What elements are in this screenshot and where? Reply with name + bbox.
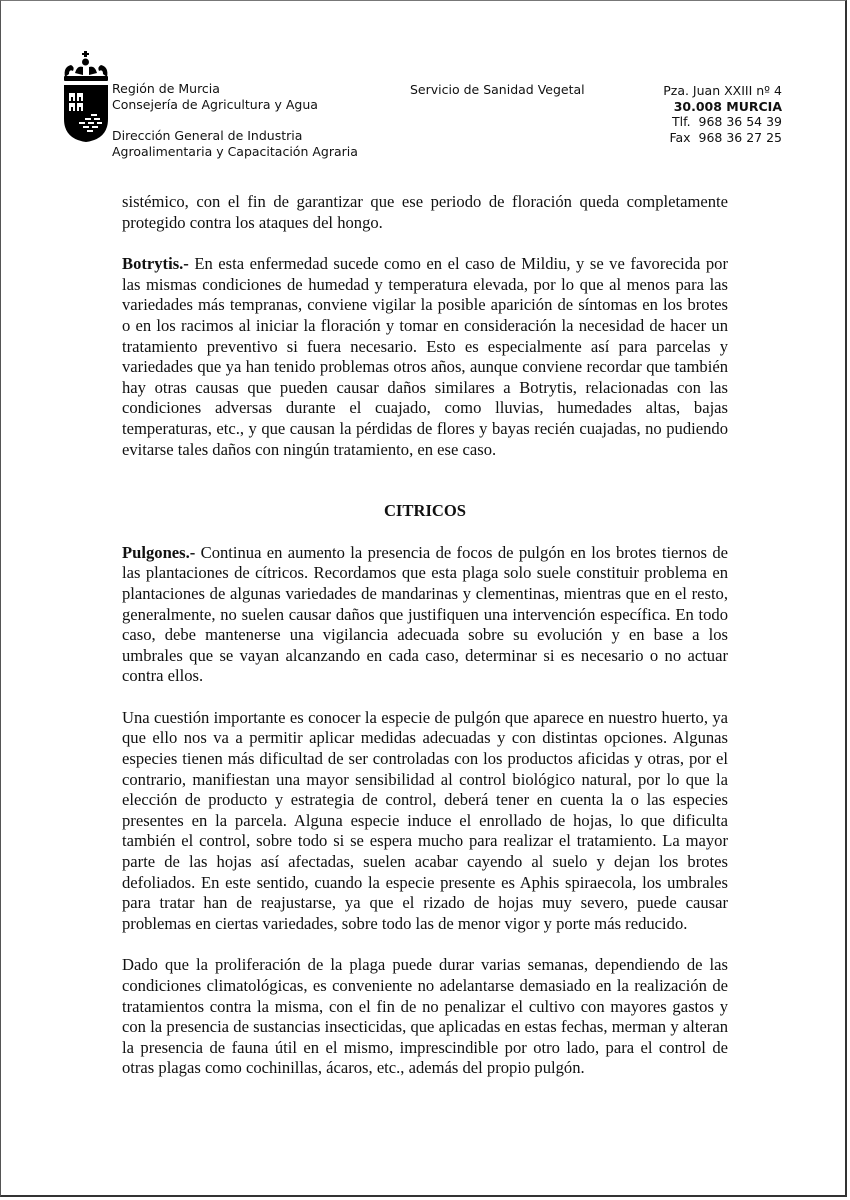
fax-number: Fax 968 36 27 25	[669, 129, 782, 145]
organization-block	[112, 81, 358, 160]
intro-paragraph: sistémico, con el fin de garantizar que ese periodo de floración queda completamente protegido contra los ataques del hongo.	[122, 192, 728, 232]
pulgones-label: Pulgones.-	[122, 542, 196, 562]
botrytis-paragraph	[122, 254, 728, 460]
address-city: 30.008 MURCIA	[673, 98, 782, 114]
org-department: Consejería de Agricultura y Agua	[112, 97, 318, 112]
pulgones-paragraph	[122, 543, 728, 687]
org-directorate-line2: Agroalimentaria y Capacitación Agraria	[112, 144, 358, 159]
org-directorate-line1: Dirección General de Industria	[112, 128, 303, 143]
service-name: Servicio de Sanidad Vegetal	[410, 82, 585, 97]
org-region: Región de Murcia	[112, 81, 220, 96]
address-street: Pza. Juan XXIII nº 4	[663, 83, 782, 98]
timing-paragraph: Dado que la proliferación de la plaga puede durar varias semanas, dependiendo de las condiciones climatológicas, es conveniente no adelantarse demasiado en la realización de tratamientos contra la misma, con el fin de no penalizar el cultivo con mayores gastos y con la presencia de sustancias insecticidas, que aplicadas en estas fechas, merman y alteran la presencia de fauna útil en el mismo, imprescindible por otro lado, para el control de otras plagas como cochinillas, ácaros, etc., además del propio pulgón.	[122, 955, 728, 1078]
botrytis-label: Botrytis.-	[122, 254, 189, 274]
address-block	[663, 83, 782, 145]
document-body	[122, 192, 728, 1100]
pulgones-text: Continua en aumento la presencia de focos de pulgón en los brotes tiernos de las plantaciones de cítricos. Recordamos que esta plaga solo suele constituir problema en plantaciones de algunas variedades de mandarinas y clementinas, mientras que en el resto, generalmente, no suelen causar daños que justifiquen una intervención específica. En todo caso, debe mantenerse una vigilancia adecuada sobre su evolución y en base a los umbrales que se vayan alcanzando en cada caso, determinar si es necesario o no actuar contra ellos.	[122, 542, 728, 686]
phone-number: Tlf. 968 36 54 39	[671, 114, 782, 129]
botrytis-text: En esta enfermedad sucede como en el caso de Mildiu, y se ve favorecida por las mismas condiciones de humedad y temperatura elevada, por lo que al menos para las variedades más tempranas, conviene vigilar la posible aparición de síntomas en los brotes o en los racimos al iniciar la floración y tomar en consideración la necesidad de hacer un tratamiento preventivo si fuera necesario. Esto es especialmente así para parcelas y variedades que ya han tenido problemas otros años, aunque conviene recordar que también hay otras causas que pueden causar daños similares a Botrytis, relacionadas con las condiciones adversas durante el cuajado, como lluvias, humedades altas, bajas temperaturas, etc., y que causan la pérdidas de flores y bayas recién cuajadas, no pudiendo evitarse tales daños con ningún tratamiento, en ese caso.	[122, 254, 728, 459]
section-title-citricos: CITRICOS	[383, 501, 467, 521]
coat-of-arms-icon	[61, 51, 111, 143]
species-paragraph: Una cuestión importante es conocer la especie de pulgón que aparece en nuestro huerto, ya que ello nos va a permitir aplicar medidas adecuadas y con distintas opciones. Algunas especies tienen más dificultad de ser controladas con los productos aficidas y otras, por el contrario, manifiestan una mayor sensibilidad al control biológico natural, por lo que la elección de producto y estrategia de control, deberá tener en cuenta la o las especies presentes en la parcela. Alguna especie induce el enrollado de hojas, lo que dificulta también el control, sobre todo si se espera mucho para realizar el tratamiento. La mayor parte de las hojas así afectadas, suelen acabar cayendo al suelo y dejan los brotes defoliados. En este sentido, cuando la especie presente es Aphis spiraecola, los umbrales para tratar han de reajustarse, ya que el rizado de hojas muy severo, puede causar problemas en ciertas variedades, sobre todo las de menor vigor y porte más reducido.	[122, 707, 728, 933]
